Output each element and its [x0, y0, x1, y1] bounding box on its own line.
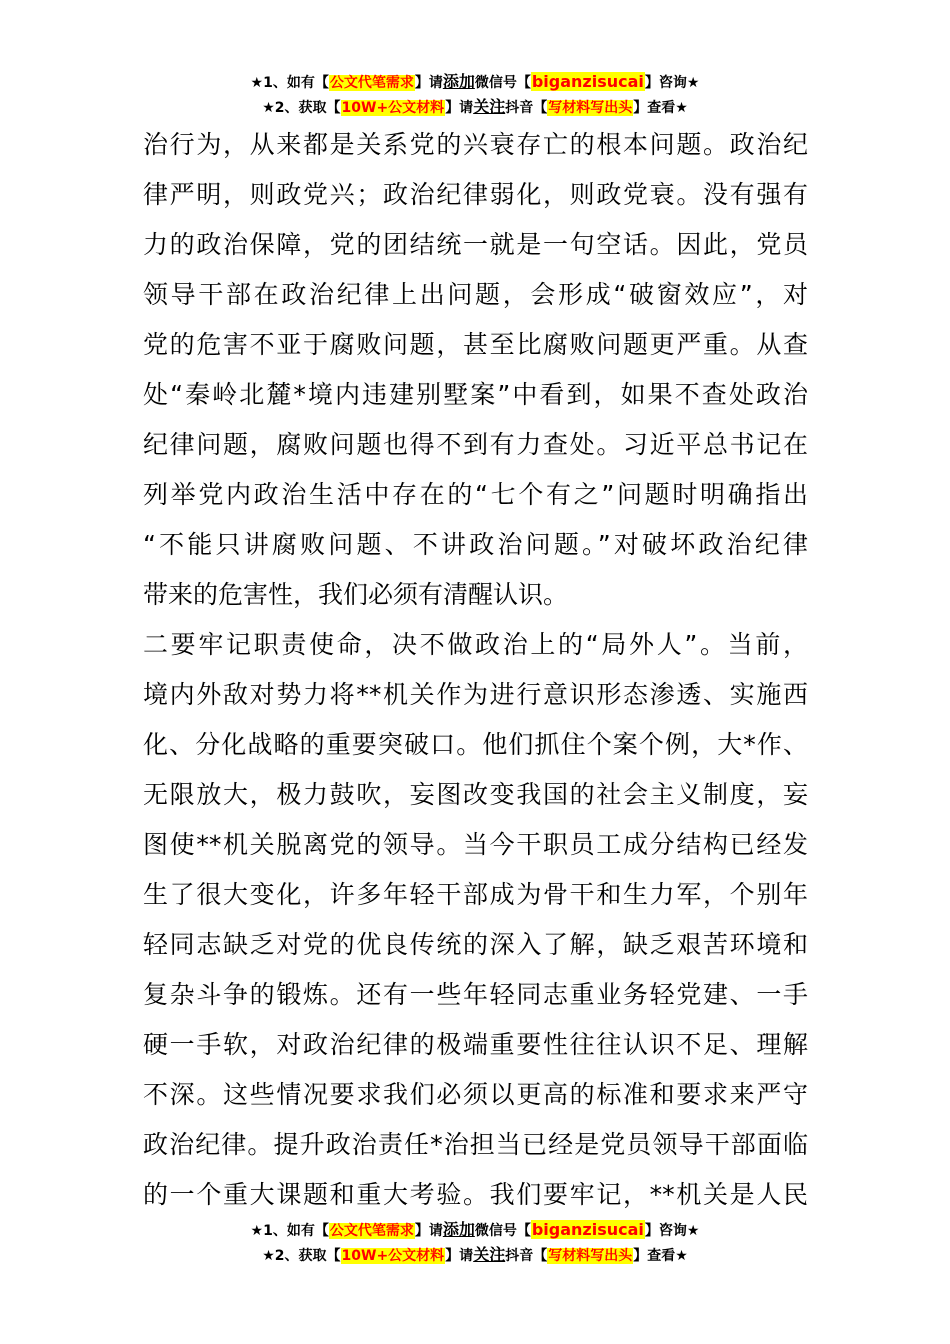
body-line: 治行为，从来都是关系党的兴衰存亡的根本问题。政治纪 [143, 130, 808, 159]
body-line: 纪律问题，腐败问题也得不到有力查处。习近平总书记在 [143, 430, 808, 459]
header-banner [0, 70, 950, 120]
banner-text: 】查看★ [633, 1248, 688, 1264]
body-line: 政治纪律。提升政治责任*治担当已经是党员领导干部面临 [143, 1130, 808, 1159]
body-line: “不能只讲腐败问题、不讲政治问题。”对破坏政治纪律 [143, 530, 808, 559]
banner-highlight: 公文代笔需求 [329, 1223, 414, 1239]
banner-text: 抖音【 [505, 100, 548, 116]
body-line: 力的政治保障，党的团结统一就是一句空话。因此，党员 [143, 230, 808, 259]
body-line: 党的危害不亚于腐败问题，甚至比腐败问题更严重。从查 [143, 330, 808, 359]
banner-highlight: 公文代笔需求 [329, 75, 414, 91]
banner-text: 】请 [414, 75, 443, 91]
banner-text: 抖音【 [505, 1248, 548, 1264]
banner-line-2 [0, 1243, 950, 1268]
banner-highlight-wechat: biganzisucai [531, 1220, 644, 1239]
banner-highlight: 10W+公文材料 [341, 100, 445, 116]
footer-banner [0, 1218, 950, 1268]
banner-underline: 添加 [442, 72, 475, 91]
banner-text: ★2、获取【 [262, 100, 341, 116]
document-body [143, 120, 808, 1220]
body-line: 带来的危害性，我们必须有清醒认识。 [143, 580, 569, 609]
body-line: 无限放大，极力鼓吹，妄图改变我国的社会主义制度，妄 [143, 780, 808, 809]
body-line: 律严明，则政党兴；政治纪律弱化，则政党衰。没有强有 [143, 180, 808, 209]
banner-line-1 [0, 70, 950, 95]
banner-text: 微信号【 [474, 1223, 531, 1239]
banner-text: 】咨询★ [644, 1223, 700, 1239]
body-line: 不深。这些情况要求我们必须以更高的标准和要求来严守 [143, 1080, 808, 1109]
banner-highlight-douyin: 写材料写出头 [548, 1248, 633, 1264]
banner-text: ★1、如有【 [250, 1223, 329, 1239]
body-line: 二要牢记职责使命，决不做政治上的“局外人”。当前， [143, 630, 808, 659]
body-line: 的一个重大课题和重大考验。我们要牢记，**机关是人民 [143, 1180, 808, 1209]
banner-text: 微信号【 [474, 75, 531, 91]
body-line: 生了很大变化，许多年轻干部成为骨干和生力军，个别年 [143, 880, 808, 909]
body-line: 处“秦岭北麓*境内违建别墅案”中看到，如果不查处政治 [143, 380, 808, 409]
body-line: 复杂斗争的锻炼。还有一些年轻同志重业务轻党建、一手 [143, 980, 808, 1009]
banner-highlight: 10W+公文材料 [341, 1248, 445, 1264]
body-line: 硬一手软，对政治纪律的极端重要性往往认识不足、理解 [143, 1030, 808, 1059]
body-line: 化、分化战略的重要突破口。他们抓住个案个例，大*作、 [143, 730, 808, 759]
banner-highlight-douyin: 写材料写出头 [548, 100, 633, 116]
body-line: 轻同志缺乏对党的优良传统的深入了解，缺乏艰苦环境和 [143, 930, 808, 959]
banner-underline: 关注 [473, 1245, 506, 1264]
banner-text: 】咨询★ [644, 75, 700, 91]
banner-underline: 添加 [442, 1220, 475, 1239]
banner-text: 】查看★ [633, 100, 688, 116]
banner-line-1 [0, 1218, 950, 1243]
banner-line-2 [0, 95, 950, 120]
banner-highlight-wechat: biganzisucai [531, 72, 644, 91]
banner-text: 】请 [445, 1248, 474, 1264]
banner-text: 】请 [414, 1223, 443, 1239]
banner-text: ★2、获取【 [262, 1248, 341, 1264]
body-line: 领导干部在政治纪律上出问题，会形成“破窗效应”，对 [143, 280, 808, 309]
body-line: 图使**机关脱离党的领导。当今干职员工成分结构已经发 [143, 830, 808, 859]
body-line: 列举党内政治生活中存在的“七个有之”问题时明确指出 [143, 480, 808, 509]
banner-text: 】请 [445, 100, 474, 116]
body-line: 境内外敌对势力将**机关作为进行意识形态渗透、实施西 [143, 680, 808, 709]
banner-text: ★1、如有【 [250, 75, 329, 91]
banner-underline: 关注 [473, 97, 506, 116]
